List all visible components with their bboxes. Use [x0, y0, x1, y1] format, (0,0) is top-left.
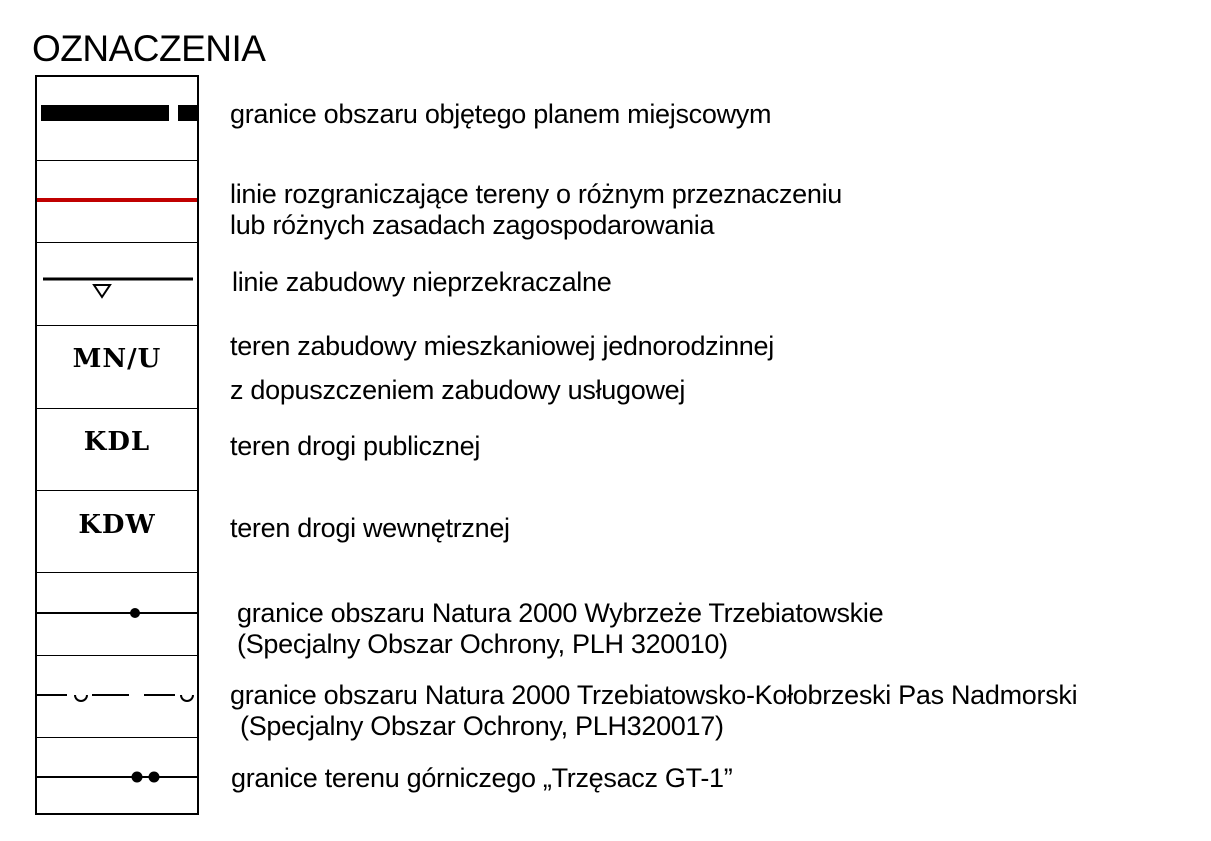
- mining-desc: granice terenu górniczego „Trzęsacz GT-1”: [231, 763, 733, 793]
- legend-symbol-column: [35, 75, 199, 815]
- zone-lines-desc-line2: lub różnych zasadach zagospodarowania: [230, 210, 715, 240]
- natura-tk-desc: [230, 680, 1077, 742]
- mnu-desc-line1: teren zabudowy mieszkaniowej jednorodzinnej: [230, 331, 774, 361]
- kdl-code: KDL: [83, 427, 151, 457]
- zone-line-symbol: [37, 195, 197, 205]
- mnu-desc: [230, 324, 774, 412]
- natura-wt-desc: [237, 598, 883, 660]
- row-divider: [37, 655, 197, 656]
- natura-tk-desc-line1: granice obszaru Natura 2000 Trzebiatowsko-Kołobrzeski Pas Nadmorski: [230, 680, 1078, 710]
- natura-wt-symbol: [37, 605, 197, 621]
- kdw-desc: teren drogi wewnętrznej: [230, 513, 510, 543]
- natura-wt-desc-line1: granice obszaru Natura 2000 Wybrzeże Trzebiatowskie: [237, 598, 884, 628]
- legend-title: OZNACZENIA: [32, 28, 266, 69]
- row-divider: [37, 572, 197, 573]
- row-divider: [37, 325, 197, 326]
- plan-boundary-symbol: [37, 102, 197, 126]
- natura-wt-desc-line2: (Specjalny Obszar Ochrony, PLH 320010): [237, 629, 728, 659]
- mnu-desc-line2: z dopuszczeniem zabudowy usługowej: [230, 375, 686, 405]
- mining-symbol: [37, 769, 197, 785]
- zone-lines-desc: [230, 179, 842, 241]
- kdl-desc: teren drogi publicznej: [230, 431, 481, 461]
- row-divider: [37, 490, 197, 491]
- building-lines-desc: linie zabudowy nieprzekraczalne: [232, 267, 612, 297]
- plan-boundary-desc: granice obszaru objętego planem miejscowym: [230, 99, 772, 129]
- natura-tk-symbol: [37, 685, 197, 705]
- zone-lines-desc-line1: linie rozgraniczające tereny o różnym przeznaczeniu: [230, 179, 843, 209]
- building-line-symbol: [37, 273, 197, 303]
- kdw-code: KDW: [78, 510, 156, 540]
- row-divider: [37, 737, 197, 738]
- natura-tk-desc-line2: (Specjalny Obszar Ochrony, PLH320017): [240, 711, 724, 741]
- row-divider: [37, 408, 197, 409]
- mnu-code: MN/U: [72, 344, 162, 374]
- row-divider: [37, 160, 197, 161]
- row-divider: [37, 242, 197, 243]
